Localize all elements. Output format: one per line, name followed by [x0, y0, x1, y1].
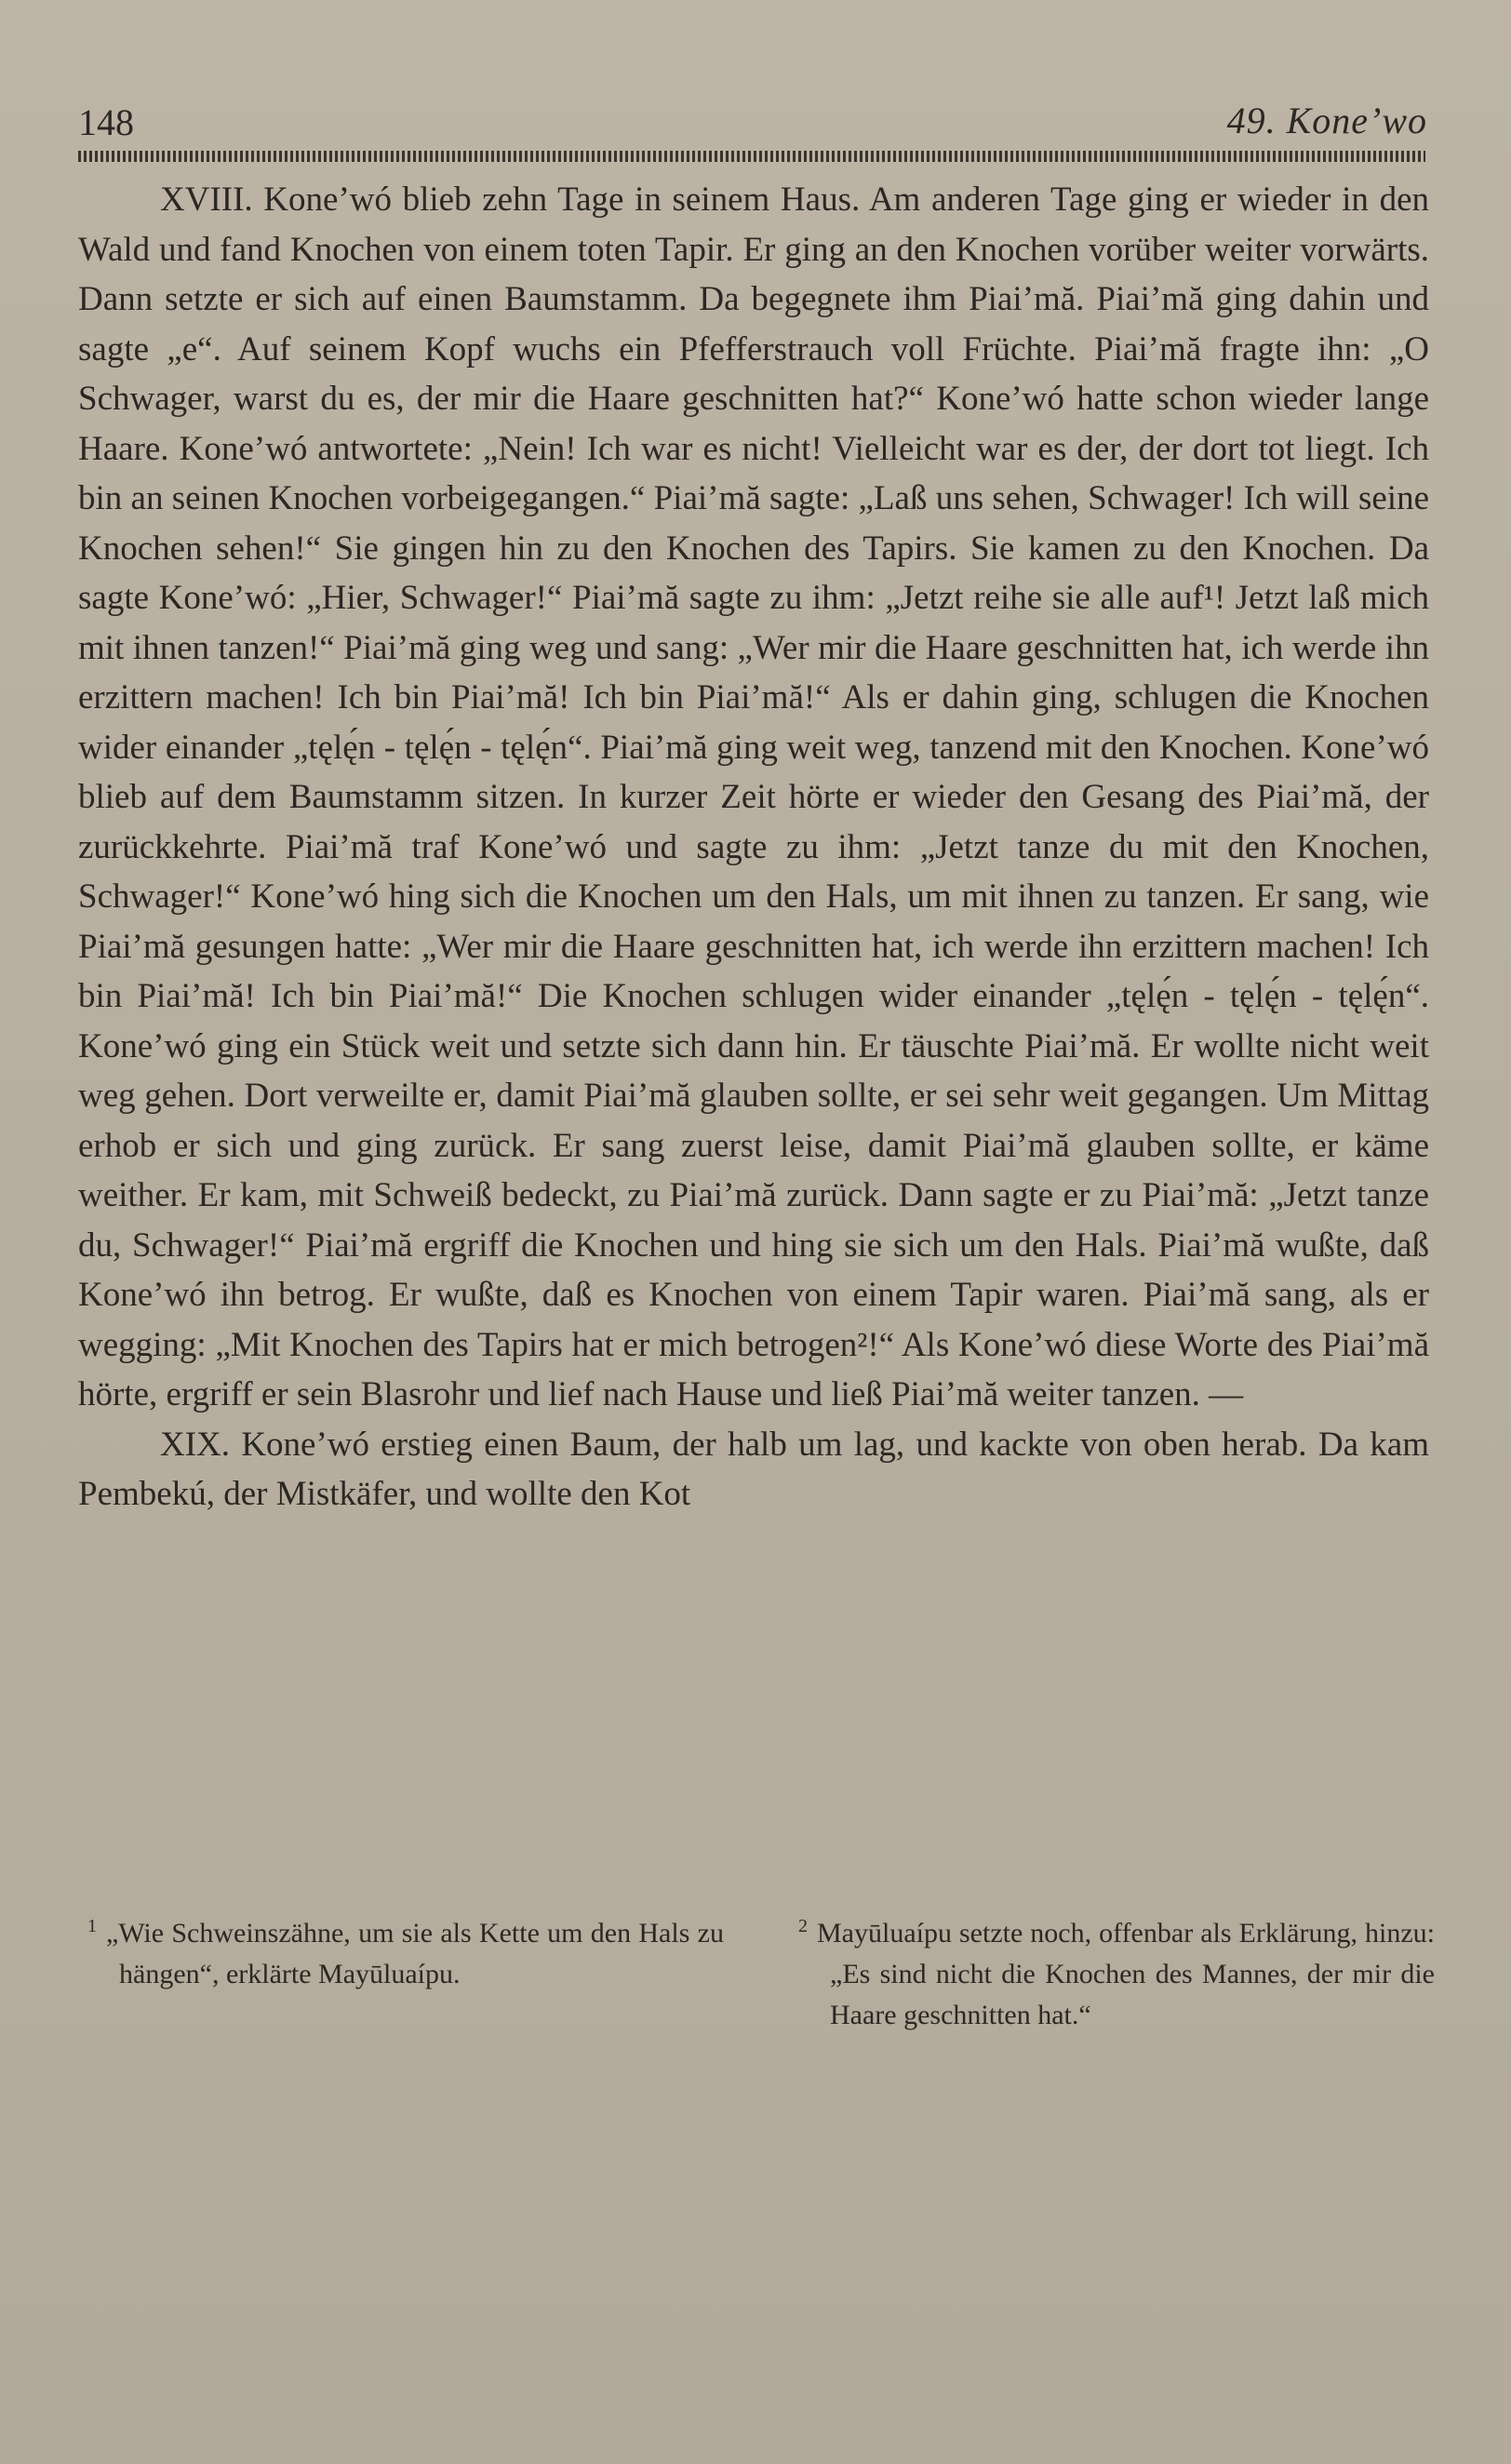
- footnote-marker: 1: [87, 1916, 97, 1936]
- footnotes: [87, 1906, 1435, 2036]
- paragraph-xviii: XVIII. Kone’wó blieb zehn Tage in seinem Haus. Am anderen Tage ging er wieder in den Wald und fand Knochen von einem toten Tapir. Er ging an den Knochen vorüber weiter vorwärts. Dann setzte er sich auf einen Baumstamm. Da begegnete ihm Piai’mă. Piai’mă ging dahin und sagte „e“. Auf seinem Kopf wuchs ein Pfefferstrauch voll Früchte. Piai’mă fragte ihn: „O Schwager, warst du es, der mir die Haare geschnitten hat?“ Kone’wó hatte schon wieder lange Haare. Kone’wó antwortete: „Nein! Ich war es nicht! Vielleicht war es der, der dort tot liegt. Ich bin an seinen Knochen vorbeigegangen.“ Piai’mă sagte: „Laß uns sehen, Schwager! Ich will seine Knochen sehen!“ Sie gingen hin zu den Knochen des Tapirs. Sie kamen zu den Knochen. Da sagte Kone’wó: „Hier, Schwager!“ Piai’mă sagte zu ihm: „Jetzt reihe sie alle auf¹! Jetzt laß mich mit ihnen tanzen!“ Piai’mă ging weg und sang: „Wer mir die Haare geschnitten hat, ich werde ihn erzittern machen! Ich bin Piai’mă! Ich bin Piai’mă!“ Als er dahin ging, schlugen die Knochen wider einander „tęlę́n - tęlę́n - tęlę́n“. Piai’mă ging weit weg, tanzend mit den Knochen. Kone’wó blieb auf dem Baumstamm sitzen. In kurzer Zeit hörte er wieder den Gesang des Piai’mă, der zurückkehrte. Piai’mă traf Kone’wó und sagte zu ihm: „Jetzt tanze du mit den Knochen, Schwager!“ Kone’wó hing sich die Knochen um den Hals, um mit ihnen zu tanzen. Er sang, wie Piai’mă gesungen hatte: „Wer mir die Haare geschnitten hat, ich werde ihn erzittern machen! Ich bin Piai’mă! Ich bin Piai’mă!“ Die Knochen schlugen wider einander „tęlę́n - tęlę́n - tęlę́n“. Kone’wó ging ein Stück weit und setzte sich dann hin. Er täuschte Piai’mă. Er wollte nicht weit weg gehen. Dort verweilte er, damit Piai’mă glauben sollte, er sei sehr weit gegangen. Um Mittag erhob er sich und ging zurück. Er sang zuerst leise, damit Piai’mă glauben sollte, er käme weither. Er kam, mit Schweiß bedeckt, zu Piai’mă zurück. Dann sagte er zu Piai’mă: „Jetzt tanze du, Schwager!“ Piai’mă ergriff die Knochen und hing sie sich um den Hals. Piai’mă wußte, daß Kone’wó ihn betrog. Er wußte, daß es Knochen von einem Tapir waren. Piai’mă sang, als er wegging: „Mit Knochen des Tapirs hat er mich betrogen²!“ Als Kone’wó diese Worte des Piai’mă hörte, ergriff er sein Blasrohr und lief nach Hause und ließ Piai’mă weiter tanzen. —: [78, 181, 1429, 1413]
- footnote-text: Mayūluaípu setzte noch, offenbar als Erklärung, hinzu: „Es sind nicht die Knochen des Mannes, der mir die Haare geschnitten hat.“: [817, 1918, 1435, 2030]
- header-rule: [78, 151, 1425, 162]
- footnote-2: [798, 1906, 1435, 2036]
- running-head: 49. Kone’wo: [1226, 100, 1427, 141]
- page-number: 148: [78, 101, 134, 143]
- footnote-marker: 2: [798, 1916, 808, 1936]
- footnote-1: [87, 1906, 724, 1995]
- paragraph-xix: XIX. Kone’wó erstieg einen Baum, der halb um lag, und kackte von oben herab. Da kam Pembekú, der Mistkäfer, und wollte den Kot: [78, 1425, 1429, 1513]
- footnote-text: „Wie Schweinszähne, um sie als Kette um den Hals zu hängen“, erklärte Mayūluaípu.: [106, 1918, 724, 1989]
- page-header: [78, 100, 1427, 145]
- main-text: [78, 175, 1429, 1520]
